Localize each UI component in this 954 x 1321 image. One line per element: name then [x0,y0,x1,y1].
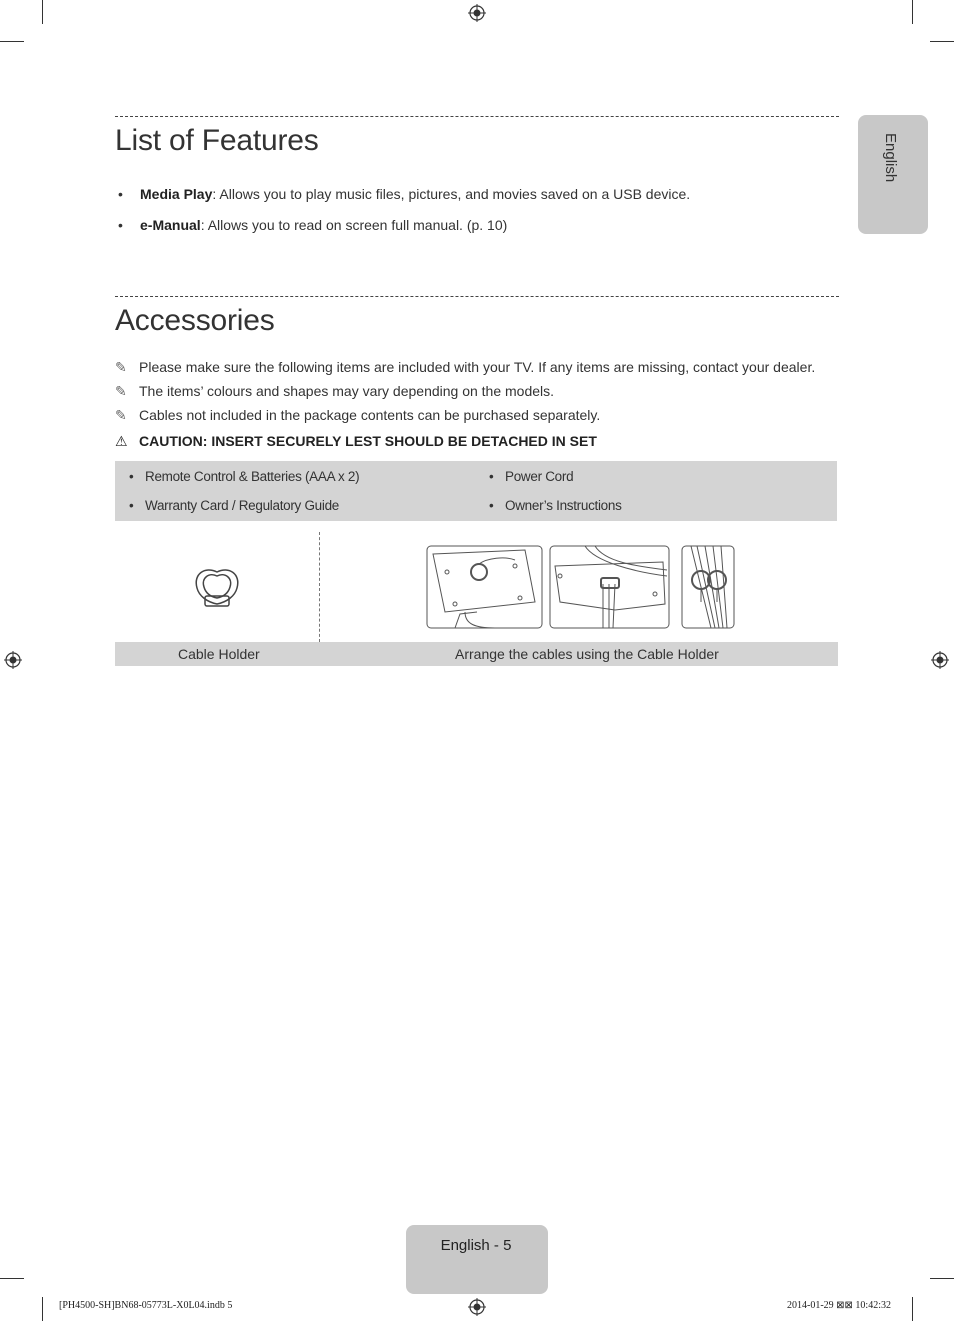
crop-mark [912,1297,913,1321]
print-slug-left: [PH4500-SH]BN68-05773L-X0L04.indb 5 [59,1300,233,1311]
bullet: • [489,469,494,484]
bullet: • [118,217,123,233]
section-divider [115,296,839,297]
crop-mark [0,41,24,42]
accessory-item [489,469,573,484]
section-divider [115,116,839,117]
caution-line [115,433,597,450]
accessory-label: Power Cord [505,469,574,484]
note-line [115,407,600,424]
accessory-list [115,461,837,521]
page-number-tab [406,1225,548,1294]
tv-back-panel-icon [427,546,542,628]
registration-mark-icon [4,651,22,669]
accessory-item [129,469,359,484]
feature-term: e-Manual [140,217,201,233]
accessory-item [489,498,622,513]
caution-text: CAUTION: INSERT SECURELY LEST SHOULD BE DETACHED IN SET [139,433,597,449]
crop-mark [930,1278,954,1279]
note-text: The items’ colours and shapes may vary depending on the models. [139,383,555,399]
cable-bundle-icon [682,546,734,628]
accessory-label: Owner’s Instructions [505,498,622,513]
accessory-label: Warranty Card / Regulatory Guide [145,498,339,513]
bullet: • [489,498,494,513]
note-line [115,359,815,376]
accessories-title: Accessories [115,304,275,337]
tv-back-panel-icon [550,546,669,628]
caption-cable-holder: Cable Holder [178,646,260,662]
warning-triangle-icon: ⚠ [115,433,128,449]
illustration-divider [319,532,320,642]
feature-term: Media Play [140,186,213,202]
crop-mark [42,0,43,24]
caption-arrange-cables: Arrange the cables using the Cable Holder [455,646,719,662]
feature-text: : Allows you to play music files, pictures, and movies saved on a USB device. [212,186,691,202]
registration-mark-icon [931,651,949,669]
language-side-tab [858,115,928,234]
note-text: Cables not included in the package contents can be purchased separately. [139,407,601,423]
caption-bar [115,642,838,666]
feature-item [118,186,690,202]
crop-mark [42,1297,43,1321]
features-title: List of Features [115,124,319,157]
feature-item [118,217,507,233]
accessory-item [129,498,339,513]
accessory-label: Remote Control & Batteries (AAA x 2) [145,469,360,484]
pencil-note-icon: ✎ [115,407,127,423]
bullet: • [129,498,134,513]
note-text: Please make sure the following items are included with your TV. If any items are missing, contact your dealer. [139,359,816,375]
crop-mark [912,0,913,24]
bullet: • [118,186,123,202]
pencil-note-icon: ✎ [115,383,127,399]
registration-mark-icon [468,1298,486,1316]
crop-mark [930,41,954,42]
page-number: English - 5 [440,1237,512,1254]
crop-mark [0,1278,24,1279]
language-side-tab-label: English [882,133,899,183]
registration-mark-icon [468,4,486,22]
note-line [115,383,554,400]
print-slug-right: 2014-01-29 ⊠⊠ 10:42:32 [787,1300,891,1311]
cable-holder-icon [196,570,238,606]
feature-text: : Allows you to read on screen full manual. (p. 10) [200,217,508,233]
bullet: • [129,469,134,484]
cable-holder-illustrations [115,532,838,642]
pencil-note-icon: ✎ [115,359,127,375]
